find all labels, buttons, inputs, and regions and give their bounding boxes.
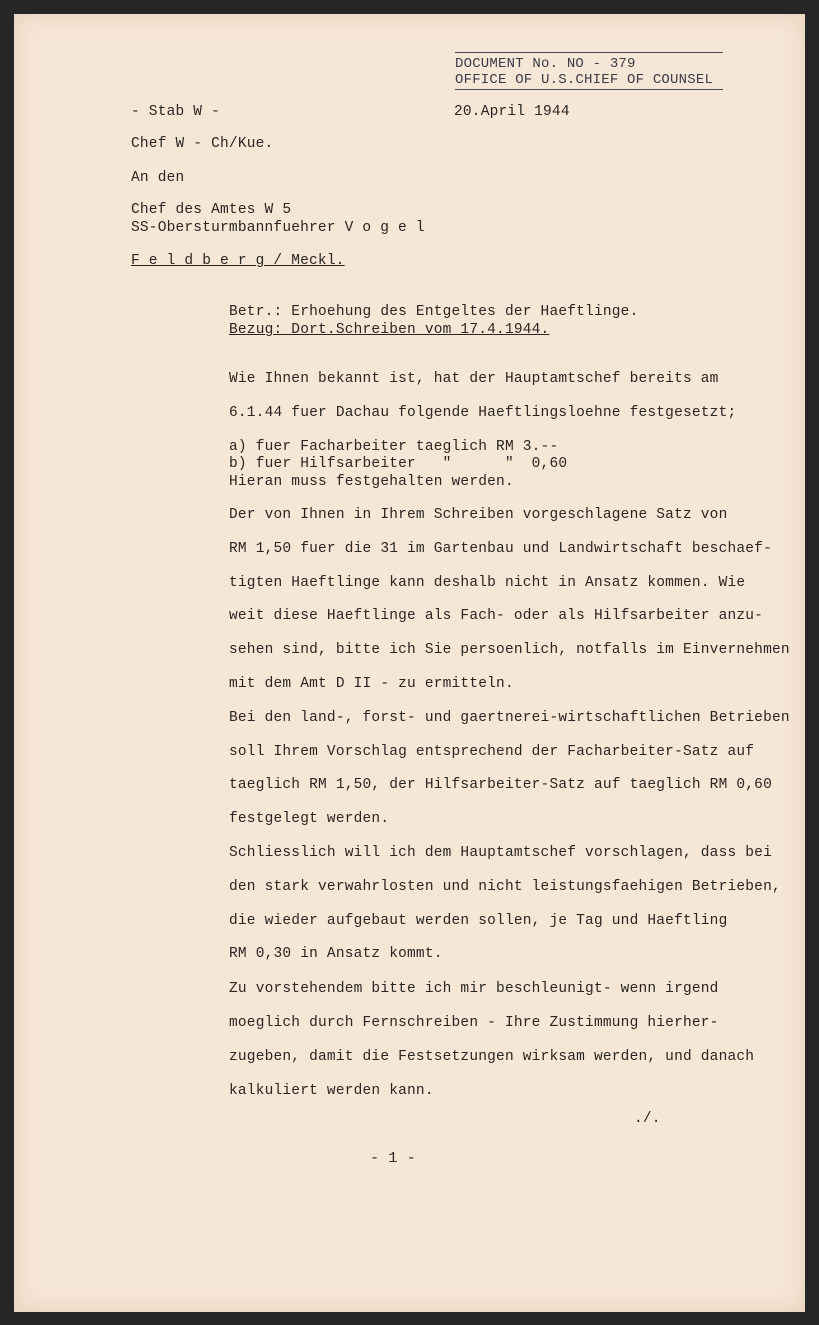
recipient-line-2: Chef des Amtes W 5: [131, 202, 292, 218]
document-page: [14, 14, 805, 1312]
body-line: Der von Ihnen in Ihrem Schreiben vorgeschlagene Satz von: [229, 507, 728, 523]
page-number: - 1 -: [370, 1150, 417, 1167]
body-line: mit dem Amt D II - zu ermitteln.: [229, 676, 514, 692]
body-line: Bei den land-, forst- und gaertnerei-wirtschaftlichen Betrieben: [229, 710, 790, 726]
recipient-line-3: SS-Obersturmbannfuehrer V o g e l: [131, 220, 425, 236]
body-line: a) fuer Facharbeiter taeglich RM 3.--: [229, 439, 559, 455]
body-line: festgelegt werden.: [229, 811, 390, 827]
body-line: Hieran muss festgehalten werden.: [229, 474, 514, 490]
body-line: Wie Ihnen bekannt ist, hat der Hauptamtschef bereits am: [229, 371, 719, 387]
stamp-office: OFFICE OF U.S.CHIEF OF COUNSEL: [455, 73, 723, 90]
body-line: Schliesslich will ich dem Hauptamtschef vorschlagen, dass bei: [229, 845, 772, 861]
body-line: taeglich RM 1,50, der Hilfsarbeiter-Satz auf taeglich RM 0,60: [229, 777, 772, 793]
body-line: RM 1,50 fuer die 31 im Gartenbau und Landwirtschaft beschaef-: [229, 541, 772, 557]
recipient-location: F e l d b e r g / Meckl.: [131, 253, 345, 269]
body-line: moeglich durch Fernschreiben - Ihre Zustimmung hierher-: [229, 1015, 719, 1031]
body-line: 6.1.44 fuer Dachau folgende Haeftlingsloehne festgesetzt;: [229, 405, 737, 421]
body-line: die wieder aufgebaut werden sollen, je Tag und Haeftling: [229, 913, 728, 929]
body-line: sehen sind, bitte ich Sie persoenlich, notfalls im Einvernehmen: [229, 642, 790, 658]
sender-reference: Chef W - Ch/Kue.: [131, 136, 274, 152]
document-stamp: [455, 52, 723, 90]
body-line: kalkuliert werden kann.: [229, 1083, 434, 1099]
sender-office: - Stab W -: [131, 104, 221, 120]
recipient-line-1: An den: [131, 170, 185, 186]
subject-line: Betr.: Erhoehung des Entgeltes der Haeftlinge.: [229, 304, 639, 320]
body-line: tigten Haeftlinge kann deshalb nicht in Ansatz kommen. Wie: [229, 575, 746, 591]
body-line: Zu vorstehendem bitte ich mir beschleunigt- wenn irgend: [229, 981, 719, 997]
stamp-document-number: DOCUMENT No. NO - 379: [455, 56, 636, 72]
reference-line: Bezug: Dort.Schreiben vom 17.4.1944.: [229, 322, 550, 338]
letter-date: 20.April 1944: [454, 104, 570, 120]
body-line: weit diese Haeftlinge als Fach- oder als Hilfsarbeiter anzu-: [229, 608, 764, 624]
body-line: b) fuer Hilfsarbeiter " " 0,60: [229, 456, 568, 472]
body-line: soll Ihrem Vorschlag entsprechend der Facharbeiter-Satz auf: [229, 744, 755, 760]
body-line: den stark verwahrlosten und nicht leistungsfaehigen Betrieben,: [229, 879, 781, 895]
continuation-mark: ./.: [634, 1111, 661, 1127]
body-line: zugeben, damit die Festsetzungen wirksam werden, und danach: [229, 1049, 755, 1065]
body-line: RM 0,30 in Ansatz kommt.: [229, 946, 443, 962]
